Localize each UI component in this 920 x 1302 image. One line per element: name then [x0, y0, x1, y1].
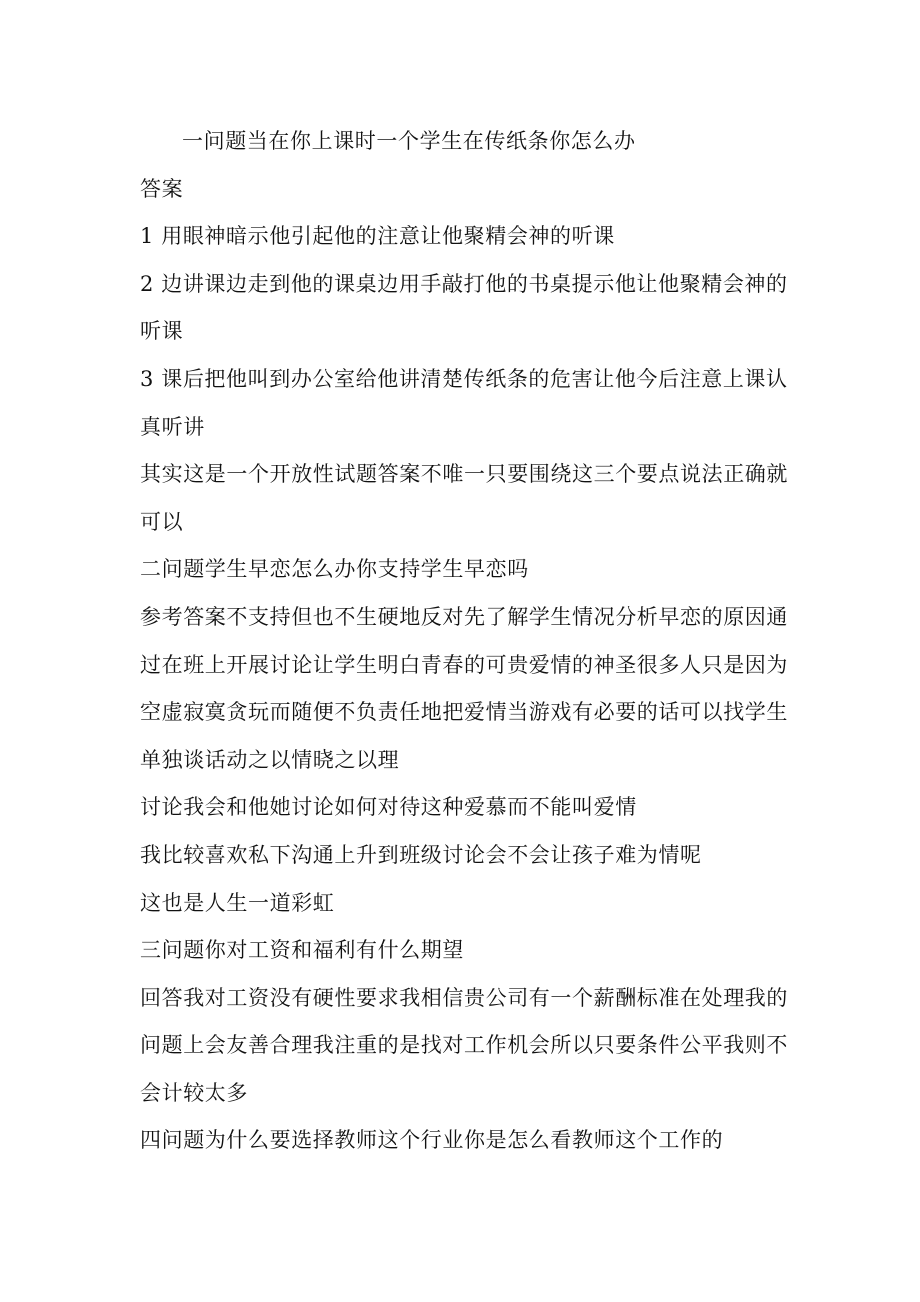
answer-point-1: 1 用眼神暗示他引起他的注意让他聚精会神的听课 [140, 224, 615, 249]
question-2-heading: 二问题学生早恋怎么办你支持学生早恋吗 [140, 557, 529, 582]
question-2-discussion: 讨论我会和他她讨论如何对待这种爱慕而不能叫爱情 [140, 795, 637, 820]
answer-point-3: 3 课后把他叫到办公室给他讲清楚传纸条的危害让他今后注意上课认真听讲 [140, 366, 788, 439]
question-4-heading: 四问题为什么要选择教师这个行业你是怎么看教师这个工作的 [140, 1128, 724, 1153]
document-body [140, 118, 790, 1165]
question-2-preference: 我比较喜欢私下沟通上升到班级讨论会不会让孩子难为情呢 [140, 842, 702, 867]
question-3-heading: 三问题你对工资和福利有什么期望 [140, 938, 464, 963]
answer-point-2: 2 边讲课边走到他的课桌边用手敲打他的书桌提示他让他聚精会神的听课 [140, 271, 788, 344]
question-3-answer: 回答我对工资没有硬性要求我相信贵公司有一个薪酬标准在处理我的问题上会友善合理我注重的是找对工作机会所以只要条件公平我则不会计较太多 [140, 985, 788, 1105]
question-2-answer: 参考答案不支持但也不生硬地反对先了解学生情况分析早恋的原因通过在班上开展讨论让学生明白青春的可贵爱情的神圣很多人只是因为空虚寂寞贪玩而随便不负责任地把爱情当游戏有必要的话可以找学生单独谈话动之以情晓之以理 [140, 604, 788, 772]
answer-label: 答案 [140, 176, 184, 201]
question-2-closing: 这也是人生一道彩虹 [140, 890, 335, 915]
question-1-heading: 一问题当在你上课时一个学生在传纸条你怎么办 [182, 129, 636, 153]
answer-note: 其实这是一个开放性试题答案不唯一只要围绕这三个要点说法正确就可以 [140, 462, 788, 534]
